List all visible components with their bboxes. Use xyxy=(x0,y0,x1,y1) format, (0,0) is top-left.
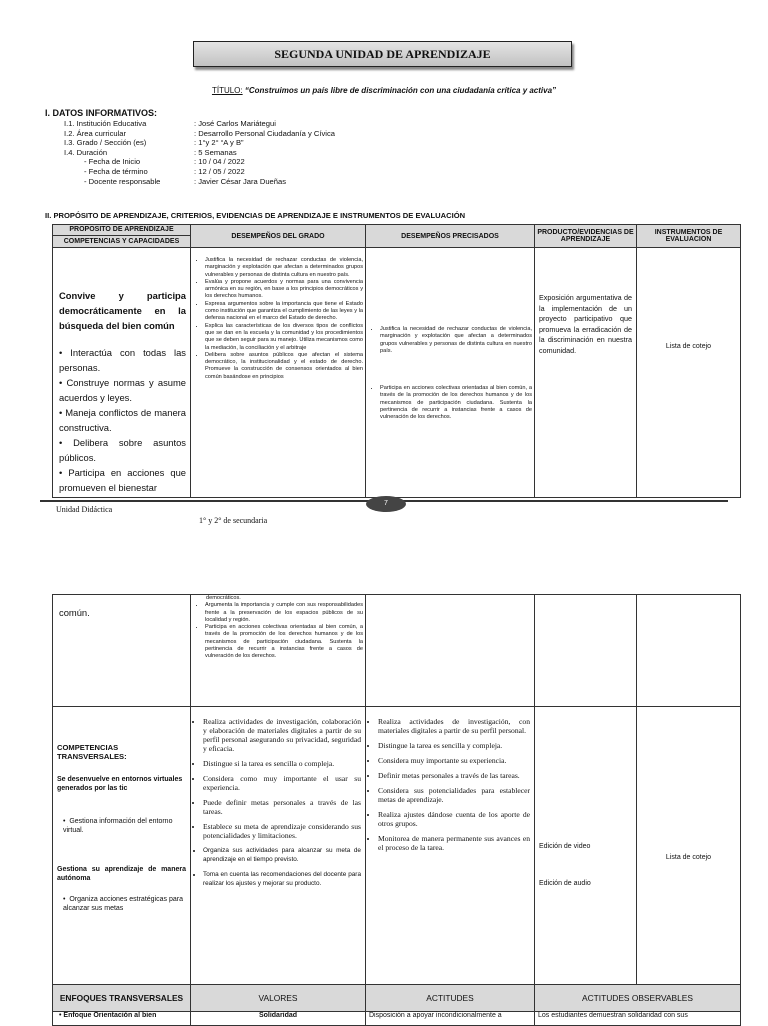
list-item: • Organiza sus actividades para alcanzar su meta de aprendizaje en el tiempo previsto. xyxy=(203,846,361,864)
list-item: • Realiza ajustes dándose cuenta de los aporte de otros grupos. xyxy=(378,810,530,828)
title-label: TÍTULO: xyxy=(211,86,243,95)
info-row: I.2. Área curricular : Desarrollo Personal Ciudadanía y Cívica xyxy=(64,128,335,138)
transversal-comp1: Se desenvuelve en entornos virtuales generados por las tic xyxy=(57,776,183,792)
unit-banner: SEGUNDA UNIDAD DE APRENDIZAJE xyxy=(193,41,572,67)
header-desempenos-grado: DESEMPEÑOS DEL GRADO xyxy=(191,225,366,248)
transversal-grado-cell xyxy=(191,707,366,985)
capacidad-item: • Maneja conflictos de manera constructiva. xyxy=(59,407,186,433)
competencia-continuation: común. xyxy=(53,595,191,707)
actitud-observable-cell: Los estudiantes demuestran solidaridad con sus xyxy=(535,1012,741,1026)
info-row: I.4. Duración : 5 Semanas xyxy=(64,147,237,157)
list-item: • Establece su meta de aprendizaje considerando sus potencialidades y limitaciones. xyxy=(203,822,361,840)
transversal-instrumento-cell: Lista de cotejo xyxy=(637,707,741,985)
empty-cell xyxy=(535,595,637,707)
header-producto: PRODUCTO/EVIDENCIAS DE APRENDIZAJE xyxy=(535,225,637,248)
header-valores: VALORES xyxy=(191,985,366,1012)
info-row: I.3. Grado / Sección (es) : 1°y 2° “A y B” xyxy=(64,138,244,148)
header-desempenos-precisados: DESEMPEÑOS PRECISADOS xyxy=(366,225,535,248)
list-item: • Distingue si la tarea es sencilla o compleja. xyxy=(203,759,361,768)
datos-heading: I. DATOS INFORMATIVOS: xyxy=(45,108,157,118)
transversal-precisados-cell xyxy=(366,707,535,985)
list-item: • Evalúa y propone acuerdos y normas para una convivencia armónica en su región, en base a los principios democráticos y los derechos humanos. xyxy=(205,279,363,301)
info-row: - Docente responsable : Javier César Jara Dueñas xyxy=(84,176,287,186)
capacidad-item: • Participa en acciones que promueven el bienestar xyxy=(59,467,186,493)
empty-cell xyxy=(637,595,741,707)
header-instrumentos: INSTRUMENTOS DE EVALUACION xyxy=(637,225,741,248)
list-item: • Realiza actividades de investigación, colaboración y elaboración de materiales digitales a partir de su perfil personal asegurando su privacidad, seguridad y eficacia. xyxy=(203,717,361,753)
competencia-cell xyxy=(53,248,191,498)
list-item: • Monitorea de manera permanente sus avances en el proceso de la tarea. xyxy=(378,834,530,852)
capacidad-item: • Delibera sobre asuntos públicos. xyxy=(59,437,186,463)
transversal-comp2: Gestiona su aprendizaje de manera autónoma xyxy=(57,866,186,882)
enfoque-cell: • Enfoque Orientación al bien xyxy=(53,1012,191,1026)
header-actitudes-observables: ACTITUDES OBSERVABLES xyxy=(535,985,741,1012)
transversal-competencias-cell xyxy=(53,707,191,985)
transversal-cap2: • Organiza acciones estratégicas para alcanzar sus metas xyxy=(63,896,183,912)
list-item: • Explica las características de los diversos tipos de conflictos que se dan en la escuela y la comunidad y los procedimientos que se deben seguir para su manejo. Utiliza mecanismos como la mediación, la conciliación y el arbitraje xyxy=(205,323,363,352)
list-item: • Definir metas personales a través de las tareas. xyxy=(378,771,530,780)
page-number: 7 xyxy=(366,496,406,512)
list-item: • Expresa argumentos sobre la importancia que tiene el Estado como institución que garantiza el cumplimiento de las leyes y la defensa nacional en el marco del Estado de derecho. xyxy=(205,301,363,323)
list-item: • Argumenta la importancia y cumple con sus responsabilidades frente a la preservación de los espacios públicos de su localidad y región. xyxy=(205,602,363,624)
header-enfoques: ENFOQUES TRANSVERSALES xyxy=(53,985,191,1012)
valor-cell: Solidaridad xyxy=(191,1012,366,1026)
continuation-table xyxy=(52,594,741,1026)
unit-title xyxy=(0,86,768,95)
desempenos-grado-continuation: democráticos. • Argumenta la importancia y cumple con sus responsabilidades frente a la preservación de los espacios públicos de su localidad y región. • Participa en acciones colectivas orientadas al bien común, a través de la promoción de los derechos humanos y de los mecanismos de participación ciudadana. Sustenta la pertinencia de recurrir a instancias frente a casos de vulneración de los derechos. xyxy=(191,595,366,707)
producto-audio: Edición de audio xyxy=(539,880,591,887)
capacidad-item: • Interactúa con todas las personas. xyxy=(59,347,186,373)
datos-info xyxy=(64,119,335,186)
transversal-cap1: • Gestiona información del entorno virtual. xyxy=(63,818,173,834)
instrumento-cell: Lista de cotejo xyxy=(637,248,741,498)
section2-heading: II. PROPÓSITO DE APRENDIZAJE, CRITERIOS, EVIDENCIAS DE APRENDIZAJE E INSTRUMENTOS DE EVALUACIÓN xyxy=(45,211,466,220)
desempenos-grado-cell xyxy=(191,248,366,498)
footer-left: Unidad Didáctica xyxy=(56,505,113,514)
transversal-producto-cell xyxy=(535,707,637,985)
purpose-table xyxy=(52,224,741,498)
desempenos-precisados-cell xyxy=(366,248,535,498)
list-item: • Participa en acciones colectivas orientadas al bien común, a través de la promoción de los derechos humanos y de los mecanismos de participación ciudadana. Sustenta la pertinencia de recurrir a instancias frente a casos de vulneración de los derechos. xyxy=(380,385,532,421)
list-item: • Distingue la tarea es sencilla y compleja. xyxy=(378,741,530,750)
list-item: • Justifica la necesidad de rechazar conductas de violencia, marginación y explotación que afectan a determinados grupos vulnerables y personas de distinta cultura en nuestro país. xyxy=(205,257,363,279)
list-item: • Justifica la necesidad de rechazar conductas de violencia, marginación y explotación que afectan a determinados grupos vulnerables y personas de distinta cultura en nuestro país. xyxy=(380,326,532,355)
list-item: • Toma en cuenta las recomendaciones del docente para realizar los ajustes y mejorar su producto. xyxy=(203,870,361,888)
header-actitudes: ACTITUDES xyxy=(366,985,535,1012)
list-item: • Considera sus potencialidades para establecer metas de aprendizaje. xyxy=(378,786,530,804)
footer-center: 1° y 2° de secundaria xyxy=(199,516,268,525)
empty-cell xyxy=(366,595,535,707)
title-value: “Construimos un país libre de discriminación con una ciudadanía crítica y activa” xyxy=(242,86,557,95)
list-item: • Considera muy importante su experiencia. xyxy=(378,756,530,765)
transversal-heading: COMPETENCIAS TRANSVERSALES: xyxy=(57,743,127,761)
info-row: - Fecha de Inicio : 10 / 04 / 2022 xyxy=(84,157,245,167)
producto-video: Edición de video xyxy=(539,843,591,850)
competencia-title: Convive y participa democráticamente en la búsqueda del bien común xyxy=(59,290,186,331)
list-item: • Realiza actividades de investigación, con materiales digitales a partir de su perfil personal. xyxy=(378,717,530,735)
list-item: • Considera como muy importante el usar su experiencia. xyxy=(203,774,361,792)
list-item: • Delibera sobre asuntos públicos que afectan el sistema democrático, la institucionalidad y el estado de derecho. Promueve la construcción de consensos orientados al bien común basándose en principios xyxy=(205,352,363,381)
header-competencias: PROPOSITO DE APRENDIZAJE COMPETENCIAS Y CAPACIDADES xyxy=(53,225,191,248)
list-item: • Puede definir metas personales a través de las tareas. xyxy=(203,798,361,816)
capacidad-item: • Construye normas y asume acuerdos y leyes. xyxy=(59,377,186,403)
actitud-cell: Disposición a apoyar incondicionalmente a xyxy=(366,1012,535,1026)
list-item: • Participa en acciones colectivas orientadas al bien común, a través de la promoción de los derechos humanos y de los mecanismos de participación ciudadana. Sustenta la pertinencia de recurrir a instancias frente a casos de vulneración de los derechos. xyxy=(205,624,363,660)
info-row: - Fecha de término : 12 / 05 / 2022 xyxy=(84,166,245,176)
producto-cell: Exposición argumentativa de la implementación de un proyecto participativo que promueva la erradicación de la discriminación en nuestra comunidad. xyxy=(535,248,637,498)
info-row: I.1. Institución Educativa : José Carlos Mariátegui xyxy=(64,119,276,128)
